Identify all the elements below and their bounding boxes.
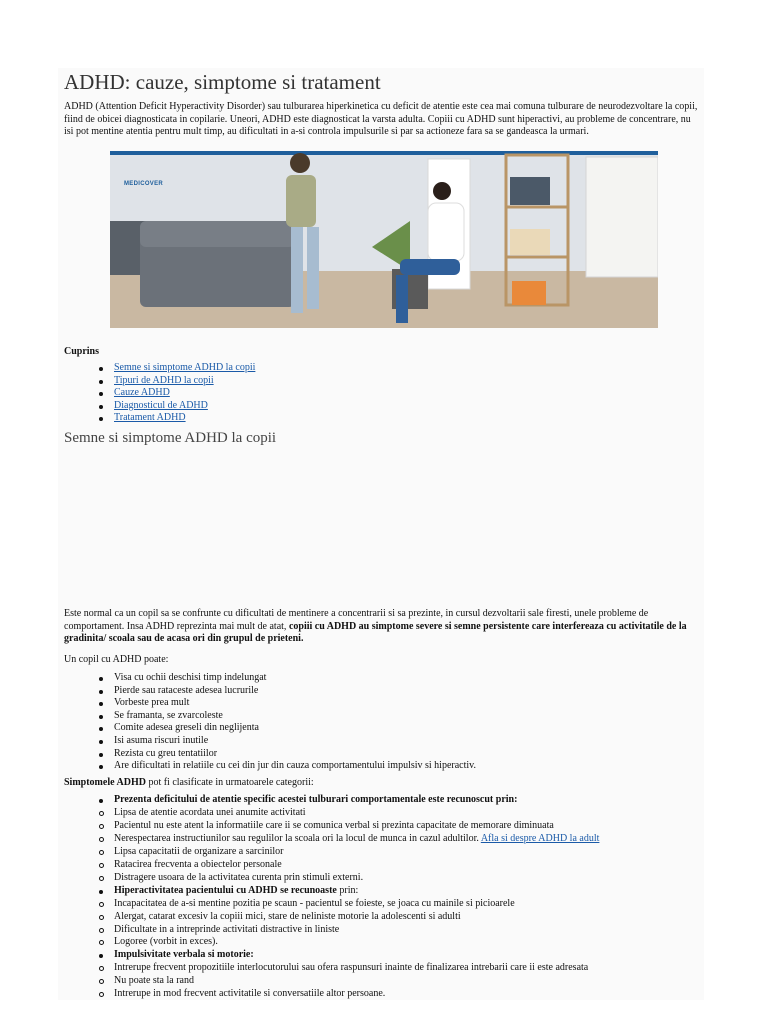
- category-heading: [0, 794, 599, 807]
- toc-label: Cuprins: [64, 346, 100, 357]
- toc-link[interactable]: Tratament ADHD: [114, 412, 186, 424]
- child-can-lead: Un copil cu ADHD poate:: [64, 654, 169, 665]
- table-of-contents: [0, 362, 255, 425]
- categories-rest: pot fi clasificate in urmatoarele categorii:: [145, 777, 314, 788]
- category-title: Impulsivitate verbala si motorie:: [114, 949, 254, 961]
- list-item: Incapacitatea de a-si mentine pozitia pe scaun - pacientul se foieste, se joaca cu mainile si picioarele: [0, 898, 599, 911]
- list-item: Pacientul nu este atent la informatiile care ii se comunica verbal si prezinta capacitate de memorare diminuata: [0, 820, 599, 833]
- categories-bold: Simptomele ADHD: [64, 777, 146, 788]
- normal-paragraph: [64, 608, 700, 646]
- categories-intro: [64, 777, 700, 790]
- list-item: Rezista cu greu tentatiilor: [0, 748, 476, 761]
- list-item: Are dificultati in relatiile cu cei din jur din cauza comportamentului impulsiv si hiperactiv.: [0, 760, 476, 773]
- category-title-rest: prin:: [336, 884, 359, 896]
- category-title: Prezenta deficitului de atentie specific acestei tulburari comportamentale este recunoscut prin:: [114, 794, 518, 805]
- toc-link[interactable]: Tipuri de ADHD la copii: [114, 374, 214, 386]
- category-title: Hiperactivitatea pacientului cu ADHD se recunoaste: [114, 884, 337, 896]
- list-item: Lipsa de atentie acordata unei anumite activitati: [0, 807, 599, 820]
- list-item: Nu poate sta la rand: [0, 975, 599, 988]
- list-item: Intrerupe in mod frecvent activitatile si conversatiile altor persoane.: [0, 988, 599, 1001]
- list-item: Vorbeste prea mult: [0, 697, 476, 710]
- category-heading: [0, 949, 599, 962]
- intro-paragraph: ADHD (Attention Deficit Hyperactivity Disorder) sau tulburarea hiperkinetica cu deficit de atentie este cea mai comuna tulburare de neurodezvoltare la copii, fiind de obicei diagnosticata in copilarie. Uneori, ADHD este diagnosticat la varsta adulta. Copiii cu ADHD sunt hiperactivi, au probleme de concentrare, nu isi pot mentine atentia pentru mult timp, au dificultati in a-si controla impulsurile si par sa actioneze fara sa se gandeasca la urmari.: [64, 101, 698, 138]
- list-item: Dificultate in a intreprinde activitati distractive in liniste: [0, 924, 599, 937]
- list-item: Se framanta, se zvarcoleste: [0, 710, 476, 723]
- list-item: Ratacirea frecventa a obiectelor personale: [0, 859, 599, 872]
- list-item: Isi asuma riscuri inutile: [0, 735, 476, 748]
- list-item: Lipsa capacitatii de organizare a sarcinilor: [0, 846, 599, 859]
- list-item: Visa cu ochii deschisi timp indelungat: [0, 672, 476, 685]
- brand-logo: MEDICOVER: [124, 181, 164, 187]
- category-list: [0, 794, 599, 1001]
- toc-link[interactable]: Cauze ADHD: [114, 387, 170, 399]
- list-item: Intrerupe frecvent propozitiile interlocutorului sau ofera raspunsuri inainte de finalizarea intrebarii care ii este adresata: [0, 962, 599, 975]
- toc-link[interactable]: Diagnosticul de ADHD: [114, 399, 208, 411]
- list-item-text: Nerespectarea instructiunilor sau regulilor la scoala ori la locul de munca in cazul adultilor.: [114, 832, 481, 844]
- normal-bold-text: copiii cu ADHD au simptome severe si semne persistente care interfereaza cu activitatile de la gradinita/ scoala sau de acasa ori din grupul de prieteni.: [64, 620, 687, 645]
- list-item: Comite adesea greseli din neglijenta: [0, 722, 476, 735]
- adult-adhd-link[interactable]: Afla si despre ADHD la adult: [480, 832, 600, 844]
- list-item: Logoree (vorbit in exces).: [0, 936, 599, 949]
- list-item: Distragere usoara de la activitatea curenta prin stimuli externi.: [0, 872, 599, 885]
- toc-link[interactable]: Semne si simptome ADHD la copii: [114, 362, 256, 373]
- list-item: [0, 833, 599, 846]
- list-item: Alergat, catarat excesiv la copiii mici, stare de neliniste motorie la adolescenti si adulti: [0, 911, 599, 924]
- toc-item: [0, 387, 255, 400]
- symptom-list: [0, 672, 476, 773]
- list-item: Pierde sau rataceste adesea lucrurile: [0, 685, 476, 698]
- section-heading: Semne si simptome ADHD la copii: [64, 430, 277, 446]
- toc-item: [0, 375, 255, 388]
- toc-item: [0, 400, 255, 413]
- category-heading: [0, 885, 599, 898]
- toc-item: [0, 362, 255, 375]
- article-title: ADHD: cauze, simptome si tratament: [64, 70, 381, 94]
- hero-image: [110, 151, 658, 328]
- normal-text: Este normal ca un copil sa se confrunte cu dificultati de mentinere a concentrarii si sa prezinte, in cursul dezvoltarii sale firesti, unele probleme de comportament. Insa ADHD reprezinta mai mult de atat,: [64, 608, 649, 632]
- toc-item: [0, 412, 255, 425]
